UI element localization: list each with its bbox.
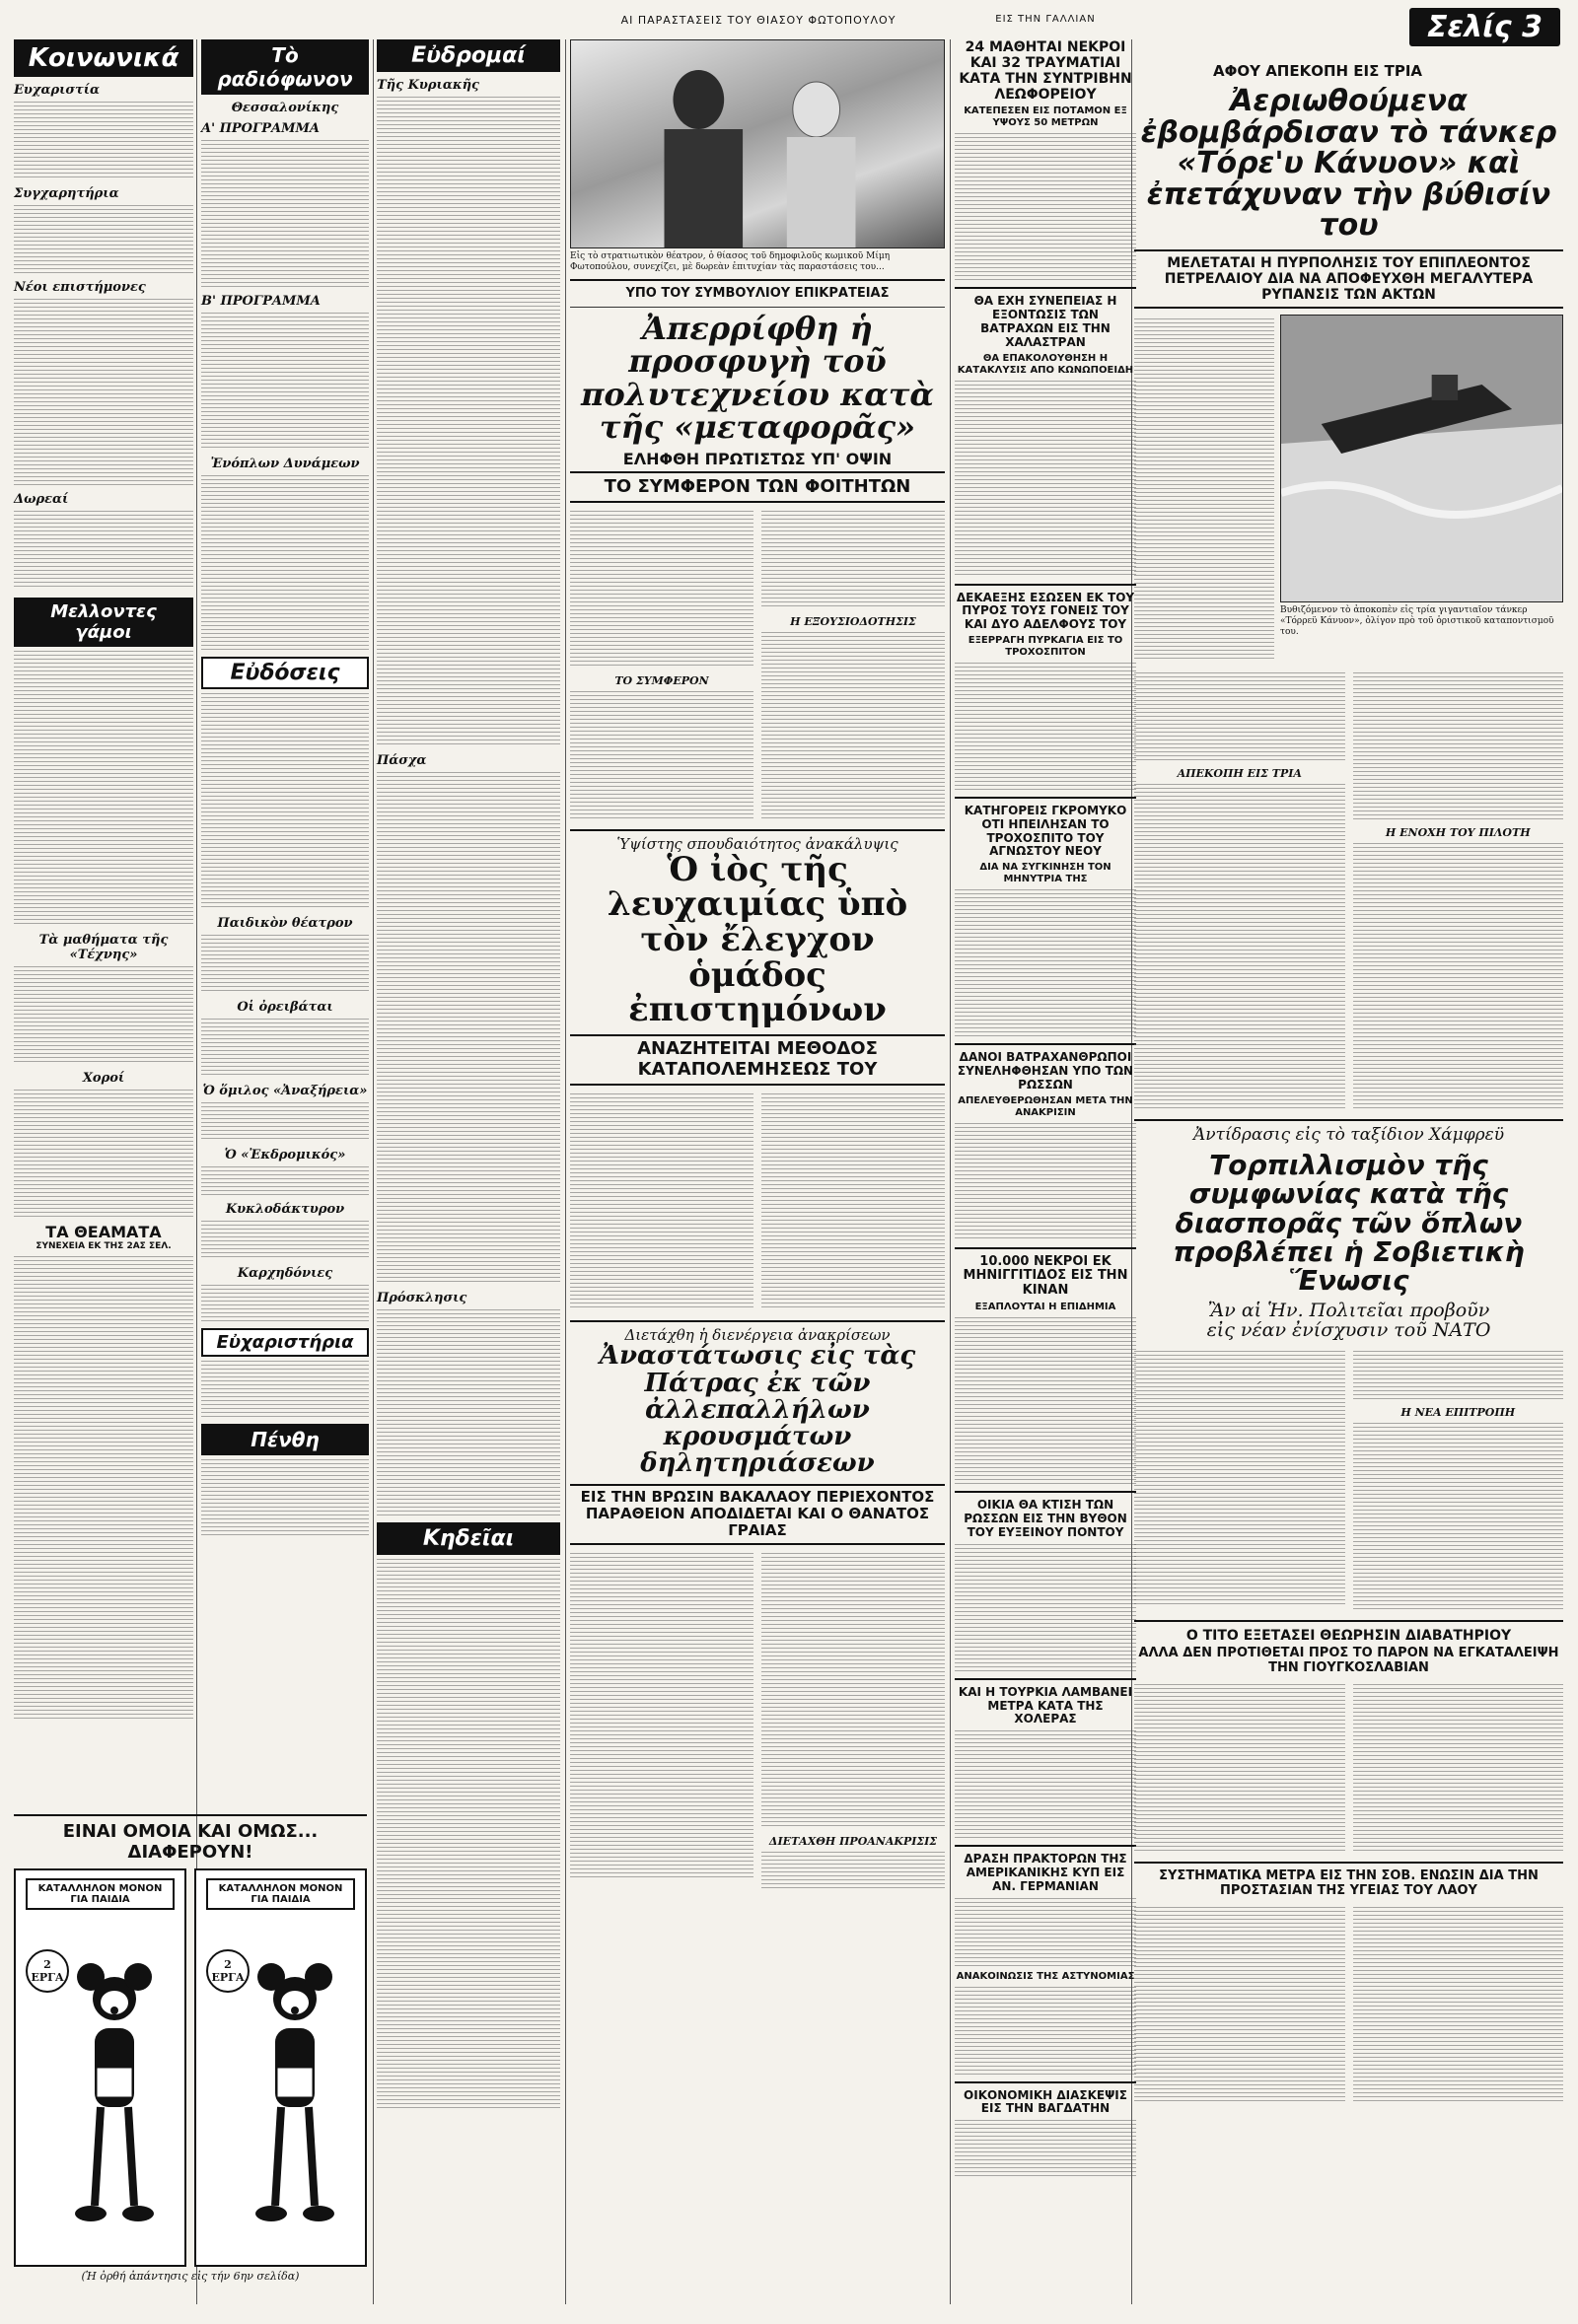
text-block bbox=[570, 691, 753, 819]
brief1-deck: ΚΑΤΕΠΕΣΕΝ ΕΙΣ ΠΟΤΑΜΟΝ ΕΞ ΥΨΟΥΣ 50 ΜΕΤΡΩΝ bbox=[964, 106, 1127, 129]
rule bbox=[570, 1320, 945, 1322]
rule bbox=[1134, 1862, 1563, 1864]
article2-deck1: ΑΝΑΖΗΤΕΙΤΑΙ ΜΕΘΟΔΟΣ bbox=[570, 1034, 945, 1060]
column-divider bbox=[565, 39, 566, 2304]
text-block bbox=[14, 1090, 193, 1218]
section-heading: ΑΠΕΚΟΠΗ ΕΙΣ ΤΡΙΑ bbox=[1177, 767, 1302, 781]
text-block bbox=[14, 1256, 193, 1720]
column-divider bbox=[373, 39, 374, 2304]
text-block bbox=[201, 935, 369, 994]
tito-deck: ΑΛΛΑ ΔΕΝ ΠΡΟΤΙΘΕΤΑΙ ΠΡΟΣ ΤΟ ΠΑΡΟΝ ΝΑ ΕΓΚΑΤΑΛΕΙΨΗ ΤΗΝ ΓΙΟΥΓΚΟΣΛΑΒΙΑΝ bbox=[1138, 1645, 1559, 1675]
section-heading: Καρχηδόνιες bbox=[237, 1266, 333, 1281]
rule bbox=[570, 279, 945, 281]
text-block bbox=[1134, 784, 1345, 1109]
text-block bbox=[761, 1093, 945, 1310]
nato-kicker: Ἀντίδρασις εἰς τὸ ταξίδιον Χάμφρεϋ bbox=[1192, 1125, 1505, 1146]
brief1-headline: 24 ΜΑΘΗΤΑΙ ΝΕΚΡΟΙ ΚΑΙ 32 ΤΡΑΥΜΑΤΙΑΙ ΚΑΤΑ ΤΗΝ ΣΥΝΤΡΙΒΗΝ ΛΕΩΦΟΡΕΙΟΥ bbox=[959, 39, 1132, 104]
section-heading: Ευχαριστία bbox=[14, 83, 101, 98]
text-block bbox=[377, 97, 560, 747]
text-block bbox=[14, 205, 193, 274]
text-block bbox=[201, 1459, 369, 1538]
tanker-photo bbox=[1280, 315, 1563, 602]
text-block bbox=[201, 1019, 369, 1078]
cartoon-caption: (Ἡ ὀρθή ἀπάντησις εἰς τήν 6ην σελίδα) bbox=[81, 2270, 300, 2284]
article3-deck: ΕΙΣ ΤΗΝ ΒΡΩΣΙΝ ΒΑΚΑΛΑΟΥ ΠΕΡΙΕΧΟΝΤΟΣ ΠΑΡΑΘΕΙΟΝ ΑΠΟΔΙΔΕΤΑΙ ΚΑΙ Ο ΘΑΝΑΤΟΣ ΓΡΑΙΑΣ bbox=[570, 1484, 945, 1545]
cartoon-heading: ΕΙΝΑΙ ΟΜΟΙΑ ΚΑΙ ΟΜΩΣ... ΔΙΑΦΕΡΟΥΝ! bbox=[62, 1821, 319, 1863]
mickey-figure-icon bbox=[65, 1959, 164, 2245]
text-block bbox=[955, 1987, 1136, 2076]
text-block bbox=[1134, 1907, 1345, 2104]
rule bbox=[955, 1043, 1136, 1045]
text-block bbox=[1353, 672, 1564, 820]
section-heading: Νέοι επιστήμονες bbox=[14, 280, 146, 295]
section-heading: Τῆς Κυριακῆς bbox=[377, 78, 479, 93]
thanks-banner: Εὐχαριστήρια bbox=[201, 1328, 369, 1357]
tanker-photo-caption: Βυθιζόμενον τὸ ἀποκοπὲν εἰς τρία γιγαντιαῖον τάνκερ «Τόρρεϋ Κάνυον», ὀλίγον πρὸ τοῦ ὁριστικοῦ καταποντισμοῦ του. bbox=[1280, 605, 1554, 637]
section-heading: Πάσχα bbox=[377, 753, 427, 768]
text-block bbox=[955, 133, 1136, 281]
section-heading: Χοροί bbox=[82, 1071, 125, 1086]
text-block bbox=[761, 1852, 945, 1891]
brief7-headline: ΟΙΚΙΑ ΘΑ ΚΤΙΣΗ ΤΩΝ ΡΩΣΣΩΝ ΕΙΣ ΤΗΝ ΒΥΘΟΝ ΤΟΥ ΕΥΞΕΙΝΟΥ ΠΟΝΤΟΥ bbox=[964, 1498, 1127, 1539]
rule bbox=[955, 1678, 1136, 1680]
brief2-headline: ΘΑ ΕΧΗ ΣΥΝΕΠΕΙΑΣ Η ΕΞΟΝΤΩΣΙΣ ΤΩΝ ΒΑΤΡΑΧΩΝ ΕΙΣ ΤΗΝ ΧΑΛΑΣΤΡΑΝ bbox=[973, 294, 1117, 349]
rule bbox=[570, 307, 945, 308]
text-block bbox=[14, 651, 193, 927]
cartoon-panel-right bbox=[194, 1868, 367, 2267]
column-main-news bbox=[570, 39, 945, 2304]
text-block bbox=[201, 313, 369, 451]
brief10-headline: ΟΙΚΟΝΟΜΙΚΗ ΔΙΑΣΚΕΨΙΣ ΕΙΣ ΤΗΝ ΒΑΓΔΑΤΗΝ bbox=[964, 2087, 1127, 2116]
column-tanker bbox=[1134, 63, 1563, 2304]
theatre-scene-icon bbox=[571, 40, 944, 247]
text-block bbox=[1134, 1684, 1345, 1852]
sinking-tanker-icon bbox=[1281, 316, 1562, 601]
text-block bbox=[201, 1102, 369, 1142]
tito-headline: Ο ΤΙΤΟ ΕΞΕΤΑΣΕΙ ΘΕΩΡΗΣΙΝ ΔΙΑΒΑΤΗΡΙΟΥ bbox=[1185, 1627, 1512, 1644]
text-block bbox=[955, 1898, 1136, 1967]
radio-program-b: Β' ΠΡΟΓΡΑΜΜΑ bbox=[201, 294, 321, 309]
article2-kicker: Ὑψίστης σπουδαιότητος ἀνακάλυψις bbox=[616, 834, 898, 853]
text-block bbox=[1134, 672, 1345, 761]
section-heading: Η ΕΞΟΥΣΙΟΔΟΤΗΣΙΣ bbox=[790, 614, 916, 628]
brief4-deck: ΔΙΑ ΝΑ ΣΥΓΚΙΝΗΣΗ ΤΟΝ ΜΗΝΥΤΡΙΑ ΤΗΣ bbox=[979, 862, 1112, 885]
text-block bbox=[955, 1123, 1136, 1241]
theatre-photo-caption: Εἰς τὸ στρατιωτικὸν θέατρον, ὁ θίασος τοῦ δημοφιλοῦς κωμικοῦ Μίμη Φωτοπούλου, συνεχίζει, μὲ δωρεὰν ἐπιτυχίαν τὰς παραστάσεις του... bbox=[570, 251, 891, 272]
text-block bbox=[955, 1317, 1136, 1485]
cartoon-box bbox=[14, 1814, 367, 2309]
article3-headline: Ἀναστάτωσις εἰς τὰς Πάτρας ἐκ τῶν ἀλλεπαλλήλων κρουσμάτων δηλητηριάσεων bbox=[599, 1341, 916, 1479]
article3-kicker: Διετάχθη ἡ διενέργεια ἀνακρίσεων bbox=[624, 1325, 891, 1344]
text-block bbox=[955, 381, 1136, 578]
nato-deck2: εἰς νέαν ἐνίσχυσιν τοῦ ΝΑΤΟ bbox=[1206, 1318, 1491, 1341]
page-number-badge: Σελίς 3 bbox=[1409, 8, 1560, 46]
text-block bbox=[1353, 1423, 1564, 1610]
text-block bbox=[1353, 843, 1564, 1109]
text-block bbox=[570, 1553, 753, 1878]
section-heading: Συγχαρητήρια bbox=[14, 186, 119, 201]
nato-deck1: Ἂν αἱ Ἡν. Πολιτεῖαι προβοῦν bbox=[1207, 1299, 1490, 1321]
ussr-health-headline: ΣΥΣΤΗΜΑΤΙΚΑ ΜΕΤΡΑ ΕΙΣ ΤΗΝ ΣΟΒ. ΕΝΩΣΙΝ ΔΙΑ ΤΗΝ ΠΡΟΣΤΑΣΙΑΝ ΤΗΣ ΥΓΕΙΑΣ ΤΟΥ ΛΑΟΥ bbox=[1159, 1867, 1539, 1898]
section-heading: Ὁ ὅμιλος «Ἀναξήρεια» bbox=[202, 1084, 368, 1098]
brief5-deck: ΑΠΕΛΕΥΘΕΡΩΘΗΣΑΝ ΜΕΤΑ ΤΗΝ ΑΝΑΚΡΙΣΙΝ bbox=[958, 1094, 1133, 1118]
brief3-headline: ΔΕΚΑΕΞΗΣ ΕΣΩΣΕΝ ΕΚ ΤΟΥ ΠΥΡΟΣ ΤΟΥΣ ΓΟΝΕΙΣ ΤΟΥ ΚΑΙ ΔΥΟ ΑΔΕΛΦΟΥΣ ΤΟΥ bbox=[956, 590, 1135, 632]
section-heading: Παιδικὸν θέατρον bbox=[217, 916, 353, 931]
text-block bbox=[14, 102, 193, 180]
cartoon-sign-left: ΚΑΤΑΛΛΗΛΟΝ ΜΟΝΟΝ ΓΙΑ ΠΑΙΔΙΑ bbox=[26, 1878, 175, 1910]
theatre-subheading: ΣΥΝΕΧΕΙΑ ΕΚ ΤΗΣ 2ΑΣ ΣΕΛ. bbox=[36, 1241, 172, 1252]
text-block bbox=[1134, 1351, 1345, 1607]
text-block bbox=[570, 1093, 753, 1310]
article1-deck1: ΕΛΗΦΘΗ ΠΡΩΤΙΣΤΩΣ ΥΠ' ΟΨΙΝ bbox=[570, 451, 945, 473]
tanker-headline: Ἀεριωθούμενα ἐβομβάρδισαν τὸ τάνκερ «Τόρε'υ Κάνυον» καὶ ἐπετάχυναν τὴν βύθισίν του bbox=[1140, 84, 1557, 244]
article1-kicker: ΥΠΟ ΤΟΥ ΣΥΜΒΟΥΛΙΟΥ ΕΠΙΚΡΑΤΕΙΑΣ bbox=[625, 285, 890, 301]
section-heading: ΤΟ ΣΥΜΦΕΡΟΝ bbox=[614, 673, 709, 687]
text-block bbox=[1353, 1907, 1564, 2104]
column-excursions bbox=[377, 39, 560, 2304]
text-block bbox=[201, 140, 369, 288]
excursions-banner-2: Εὐδρομαί bbox=[377, 39, 560, 72]
rule bbox=[955, 584, 1136, 586]
text-block bbox=[201, 1361, 369, 1420]
section-heading: Τὰ μαθήματα τῆς «Τέχνης» bbox=[38, 933, 169, 962]
brief6-headline: 10.000 ΝΕΚΡΟΙ ΕΚ ΜΗΝΙΓΓΙΤΙΔΟΣ ΕΙΣ ΤΗΝ ΚΙΝΑΝ bbox=[963, 1253, 1128, 1299]
text-block bbox=[201, 1221, 369, 1260]
brief8-headline: ΚΑΙ Η ΤΟΥΡΚΙΑ ΛΑΜΒΑΝΕΙ ΜΕΤΡΑ ΚΑΤΑ ΤΗΣ ΧΟΛΕΡΑΣ bbox=[958, 1684, 1133, 1726]
text-block bbox=[1353, 1684, 1564, 1852]
brief2-deck: ΘΑ ΕΠΑΚΟΛΟΥΘΗΣΗ Η ΚΑΤΑΚΛΥΣΙΣ ΑΠΟ ΚΩΝΩΠΟΕΙΔΗ bbox=[957, 352, 1134, 376]
rule bbox=[955, 797, 1136, 799]
brief5-headline: ΔΑΝΟΙ ΒΑΤΡΑΧΑΝΘΡΩΠΟΙ ΣΥΝΕΛΗΦΘΗΣΑΝ ΥΠΟ ΤΩΝ ΡΩΣΣΩΝ bbox=[957, 1050, 1134, 1092]
cartoon-panel-left bbox=[14, 1868, 186, 2267]
section-heading: ΔΙΕΤΑΧΘΗ ΠΡΟΑΝΑΚΡΙΣΙΣ bbox=[768, 1834, 938, 1848]
section-heading: Ὁ «Ἐκδρομικός» bbox=[224, 1148, 346, 1162]
nato-headline: Τορπιλλισμὸν τῆς συμφωνίας κατὰ τῆς διασπορᾶς τῶν ὅπλων προβλέπει ἡ Σοβιετικὴ Ἕνωσις bbox=[1173, 1148, 1525, 1298]
column5-running-head: ΕΙΣ ΤΗΝ ΓΑΛΛΙΑΝ bbox=[995, 14, 1096, 25]
cartoon-badge-left: 2 ΕΡΓΑ bbox=[26, 1949, 69, 1993]
weddings-banner: Μελλοντες γάμοι bbox=[14, 598, 193, 647]
rule bbox=[955, 2081, 1136, 2083]
radio-armed-forces: Ἐνόπλων Δυνάμεων bbox=[210, 457, 360, 471]
text-block bbox=[955, 1544, 1136, 1672]
text-block bbox=[377, 772, 560, 1285]
section-heading: Κυκλοδάκτυρον bbox=[225, 1202, 345, 1217]
text-block bbox=[14, 966, 193, 1065]
text-block bbox=[955, 663, 1136, 791]
text-block bbox=[377, 1559, 560, 2111]
excursions-banner: Εὐδόσεις bbox=[201, 657, 369, 689]
tanker-kicker: ΑΦΟΥ ΑΠΕΚΟΠΗ ΕΙΣ ΤΡΙΑ bbox=[1213, 62, 1423, 80]
rule bbox=[955, 1491, 1136, 1493]
text-block bbox=[761, 511, 945, 609]
rule bbox=[570, 829, 945, 831]
text-block bbox=[761, 632, 945, 819]
brief3-deck: ΕΞΕΡΡΑΓΗ ΠΥΡΚΑΓΙΑ ΕΙΣ ΤΟ ΤΡΟΧΟΣΠΙΤΟΝ bbox=[968, 634, 1123, 658]
article2-deck2: ΚΑΤΑΠΟΛΕΜΗΣΕΩΣ ΤΟΥ bbox=[570, 1060, 945, 1086]
article1-deck2: ΤΟ ΣΥΜΦΕΡΟΝ ΤΩΝ ΦΟΙΤΗΤΩΝ bbox=[570, 477, 945, 503]
text-block bbox=[570, 511, 753, 669]
rule bbox=[1134, 1620, 1563, 1622]
section-heading: Πρόσκλησις bbox=[377, 1291, 467, 1305]
mourning-banner: Πένθη bbox=[201, 1424, 369, 1455]
theatre-photo bbox=[570, 39, 945, 248]
text-block bbox=[14, 299, 193, 486]
rule bbox=[955, 287, 1136, 289]
column-briefs bbox=[955, 39, 1136, 2304]
theatre-heading: ΤΑ ΘΕΑΜΑΤΑ bbox=[45, 1223, 162, 1241]
column4-running-head: ΑΙ ΠΑΡΑΣΤΑΣΕΙΣ ΤΟΥ ΘΙΑΣΟΥ ΦΩΤΟΠΟΥΛΟΥ bbox=[620, 14, 897, 27]
text-block bbox=[955, 889, 1136, 1037]
section-heading: Δωρεαί bbox=[14, 492, 69, 507]
cartoon-sign-right: ΚΑΤΑΛΛΗΛΟΝ ΜΟΝΟΝ ΓΙΑ ΠΑΙΔΙΑ bbox=[206, 1878, 355, 1910]
brief4-headline: ΚΑΤΗΓΟΡΕΙΣ ΓΚΡΟΜΥΚΟ ΟΤΙ ΗΠΕΙΛΗΣΑΝ ΤΟ ΤΡΟΧΟΣΠΙΤΟ ΤΟΥ ΑΓΝΩΣΤΟΥ ΝΕΟΥ bbox=[964, 803, 1127, 859]
brief9-subhead: ΑΝΑΚΟΙΝΩΣΙΣ ΤΗΣ ΑΣΤΥΝΟΜΙΑΣ bbox=[956, 1970, 1135, 1982]
column-divider bbox=[950, 39, 951, 2304]
funerals-banner: Κηδεῖαι bbox=[377, 1522, 560, 1555]
text-block bbox=[955, 2120, 1136, 2179]
section-heading: Οἱ ὀρειβάται bbox=[237, 1000, 333, 1015]
brief6-deck: ΕΞΑΠΛΟΥΤΑΙ Η ΕΠΙΔΗΜΙΑ bbox=[974, 1302, 1116, 1313]
social-banner: Κοινωνικά bbox=[14, 39, 193, 77]
radio-banner: Τὸ ραδιόφωνον bbox=[201, 39, 369, 95]
text-block bbox=[201, 1166, 369, 1196]
brief9-headline: ΔΡΑΣΗ ΠΡΑΚΤΟΡΩΝ ΤΗΣ ΑΜΕΡΙΚΑΝΙΚΗΣ ΚΥΠ ΕΙΣ ΑΝ. ΓΕΡΜΑΝΙΑΝ bbox=[964, 1852, 1127, 1893]
text-block bbox=[377, 1309, 560, 1516]
rule bbox=[1134, 1119, 1563, 1121]
article1-headline: Ἀπερρίφθη ἡ προσφυγὴ τοῦ πολυτεχνείου κατὰ τῆς «μεταφορᾶς» bbox=[580, 309, 935, 447]
rule bbox=[955, 1247, 1136, 1249]
text-block bbox=[201, 475, 369, 653]
tanker-deck: ΜΕΛΕΤΑΤΑΙ Η ΠΥΡΠΟΛΗΣΙΣ ΤΟΥ ΕΠΙΠΛΕΟΝΤΟΣ ΠΕΤΡΕΛΑΙΟΥ ΔΙΑ ΝΑ ΑΠΟΦΕΥΧΘΗ ΜΕΓΑΛΥΤΕΡΑ ΡΥΠΑΝΣΙΣ ΤΩΝ ΑΚΤΩΝ bbox=[1134, 249, 1563, 309]
section-heading: Η ΕΝΟΧΗ ΤΟΥ ΠΙΛΟΤΗ bbox=[1385, 826, 1531, 840]
text-block bbox=[955, 1730, 1136, 1839]
section-heading: Η ΝΕΑ ΕΠΙΤΡΟΠΗ bbox=[1400, 1405, 1516, 1419]
text-block bbox=[201, 693, 369, 910]
column-radio bbox=[201, 39, 369, 1811]
radio-station: Θεσσαλονίκης bbox=[231, 101, 339, 115]
text-block bbox=[1134, 318, 1274, 659]
text-block bbox=[14, 511, 193, 590]
article2-headline: Ὁ ἰὸς τῆς λευχαιμίας ὑπὸ τὸν ἔλεγχον ὁμάδος ἐπιστημόνων bbox=[607, 849, 908, 1030]
text-block bbox=[201, 1285, 369, 1324]
text-block bbox=[1353, 1351, 1564, 1400]
rule bbox=[955, 1845, 1136, 1847]
text-block bbox=[761, 1553, 945, 1829]
mickey-figure-icon bbox=[246, 1959, 344, 2245]
radio-program-a: Α' ΠΡΟΓΡΑΜΜΑ bbox=[201, 121, 320, 136]
cartoon-badge-right: 2 ΕΡΓΑ bbox=[206, 1949, 250, 1993]
